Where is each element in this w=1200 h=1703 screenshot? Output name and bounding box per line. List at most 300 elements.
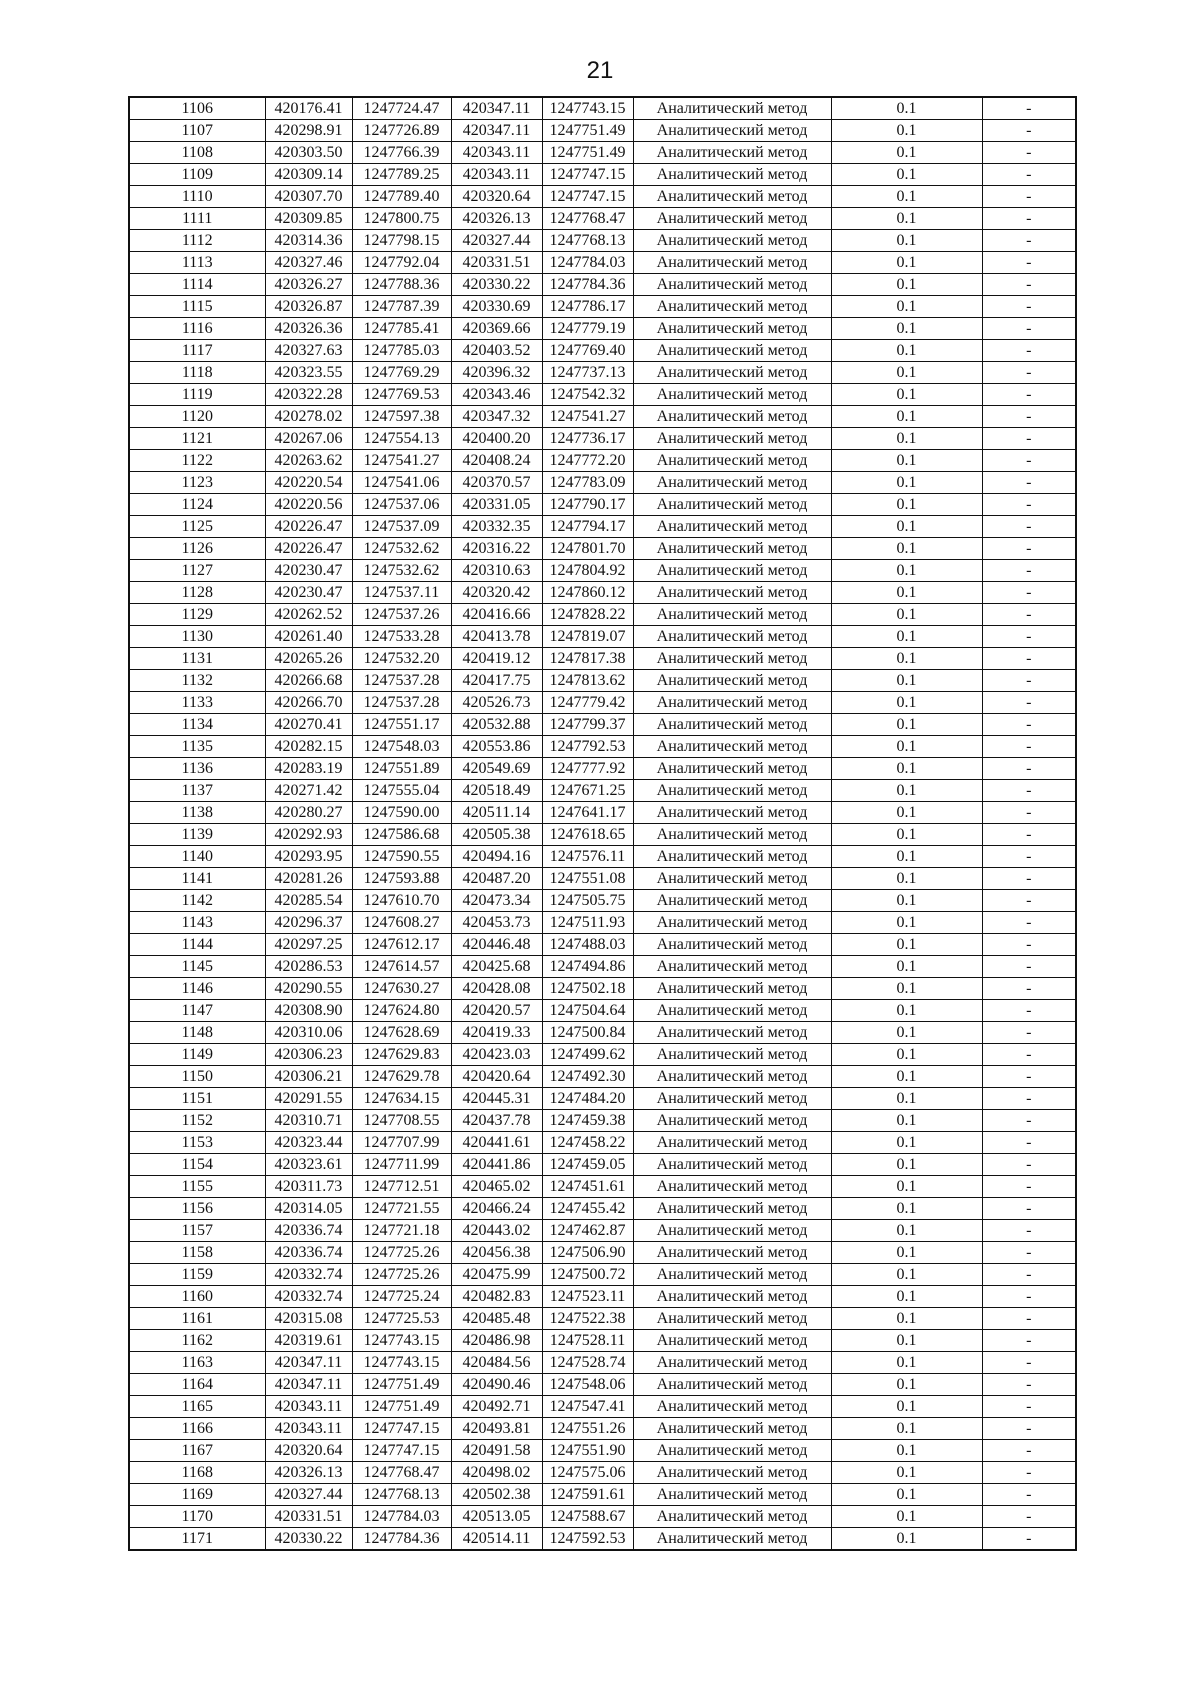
note-cell: - bbox=[982, 758, 1076, 780]
note-cell: - bbox=[982, 1044, 1076, 1066]
note-cell: - bbox=[982, 318, 1076, 340]
x2-cell: 420441.86 bbox=[451, 1154, 542, 1176]
y1-cell: 1247537.11 bbox=[352, 582, 451, 604]
y1-cell: 1247590.55 bbox=[352, 846, 451, 868]
method-cell: Аналитический метод bbox=[633, 164, 831, 186]
table-row bbox=[129, 318, 1076, 340]
table-row bbox=[129, 890, 1076, 912]
method-cell: Аналитический метод bbox=[633, 1110, 831, 1132]
x1-cell: 420319.61 bbox=[265, 1330, 352, 1352]
y1-cell: 1247785.41 bbox=[352, 318, 451, 340]
x1-cell: 420270.41 bbox=[265, 714, 352, 736]
y2-cell: 1247575.06 bbox=[542, 1462, 633, 1484]
accuracy-cell: 0.1 bbox=[831, 1198, 982, 1220]
y1-cell: 1247537.28 bbox=[352, 670, 451, 692]
method-cell: Аналитический метод bbox=[633, 1418, 831, 1440]
accuracy-cell: 0.1 bbox=[831, 1352, 982, 1374]
method-cell: Аналитический метод bbox=[633, 516, 831, 538]
x2-cell: 420347.11 bbox=[451, 97, 542, 120]
x1-cell: 420286.53 bbox=[265, 956, 352, 978]
x2-cell: 420343.46 bbox=[451, 384, 542, 406]
accuracy-cell: 0.1 bbox=[831, 846, 982, 868]
method-cell: Аналитический метод bbox=[633, 956, 831, 978]
y2-cell: 1247459.05 bbox=[542, 1154, 633, 1176]
table-row bbox=[129, 604, 1076, 626]
table-row bbox=[129, 1506, 1076, 1528]
accuracy-cell: 0.1 bbox=[831, 912, 982, 934]
y1-cell: 1247787.39 bbox=[352, 296, 451, 318]
accuracy-cell: 0.1 bbox=[831, 1374, 982, 1396]
x2-cell: 420413.78 bbox=[451, 626, 542, 648]
x1-cell: 420310.06 bbox=[265, 1022, 352, 1044]
table-row bbox=[129, 1000, 1076, 1022]
point-number-cell: 1143 bbox=[129, 912, 265, 934]
y1-cell: 1247747.15 bbox=[352, 1440, 451, 1462]
y1-cell: 1247784.03 bbox=[352, 1506, 451, 1528]
accuracy-cell: 0.1 bbox=[831, 1154, 982, 1176]
table-row bbox=[129, 1308, 1076, 1330]
note-cell: - bbox=[982, 1330, 1076, 1352]
accuracy-cell: 0.1 bbox=[831, 1044, 982, 1066]
y1-cell: 1247541.27 bbox=[352, 450, 451, 472]
x2-cell: 420505.38 bbox=[451, 824, 542, 846]
y2-cell: 1247768.47 bbox=[542, 208, 633, 230]
note-cell: - bbox=[982, 780, 1076, 802]
note-cell: - bbox=[982, 1484, 1076, 1506]
point-number-cell: 1170 bbox=[129, 1506, 265, 1528]
method-cell: Аналитический метод bbox=[633, 428, 831, 450]
accuracy-cell: 0.1 bbox=[831, 736, 982, 758]
table-row bbox=[129, 97, 1076, 120]
y2-cell: 1247772.20 bbox=[542, 450, 633, 472]
y1-cell: 1247532.62 bbox=[352, 560, 451, 582]
x1-cell: 420332.74 bbox=[265, 1264, 352, 1286]
accuracy-cell: 0.1 bbox=[831, 516, 982, 538]
y2-cell: 1247591.61 bbox=[542, 1484, 633, 1506]
y2-cell: 1247588.67 bbox=[542, 1506, 633, 1528]
table-row bbox=[129, 802, 1076, 824]
y1-cell: 1247721.18 bbox=[352, 1220, 451, 1242]
point-number-cell: 1110 bbox=[129, 186, 265, 208]
y2-cell: 1247502.18 bbox=[542, 978, 633, 1000]
y1-cell: 1247769.53 bbox=[352, 384, 451, 406]
y1-cell: 1247533.28 bbox=[352, 626, 451, 648]
y1-cell: 1247593.88 bbox=[352, 868, 451, 890]
x2-cell: 420343.11 bbox=[451, 142, 542, 164]
note-cell: - bbox=[982, 1198, 1076, 1220]
y2-cell: 1247499.62 bbox=[542, 1044, 633, 1066]
accuracy-cell: 0.1 bbox=[831, 274, 982, 296]
note-cell: - bbox=[982, 1000, 1076, 1022]
accuracy-cell: 0.1 bbox=[831, 1242, 982, 1264]
y2-cell: 1247777.92 bbox=[542, 758, 633, 780]
y1-cell: 1247725.24 bbox=[352, 1286, 451, 1308]
table-row bbox=[129, 472, 1076, 494]
x2-cell: 420419.33 bbox=[451, 1022, 542, 1044]
method-cell: Аналитический метод bbox=[633, 670, 831, 692]
note-cell: - bbox=[982, 1154, 1076, 1176]
y1-cell: 1247747.15 bbox=[352, 1418, 451, 1440]
note-cell: - bbox=[982, 186, 1076, 208]
table-row bbox=[129, 934, 1076, 956]
point-number-cell: 1152 bbox=[129, 1110, 265, 1132]
y1-cell: 1247610.70 bbox=[352, 890, 451, 912]
point-number-cell: 1164 bbox=[129, 1374, 265, 1396]
note-cell: - bbox=[982, 626, 1076, 648]
method-cell: Аналитический метод bbox=[633, 362, 831, 384]
x1-cell: 420326.87 bbox=[265, 296, 352, 318]
x1-cell: 420285.54 bbox=[265, 890, 352, 912]
note-cell: - bbox=[982, 692, 1076, 714]
method-cell: Аналитический метод bbox=[633, 824, 831, 846]
accuracy-cell: 0.1 bbox=[831, 1066, 982, 1088]
x1-cell: 420291.55 bbox=[265, 1088, 352, 1110]
table-row bbox=[129, 142, 1076, 164]
y1-cell: 1247768.13 bbox=[352, 1484, 451, 1506]
table-row bbox=[129, 824, 1076, 846]
x2-cell: 420514.11 bbox=[451, 1528, 542, 1551]
x1-cell: 420292.93 bbox=[265, 824, 352, 846]
x1-cell: 420230.47 bbox=[265, 582, 352, 604]
y2-cell: 1247488.03 bbox=[542, 934, 633, 956]
x2-cell: 420493.81 bbox=[451, 1418, 542, 1440]
y1-cell: 1247789.40 bbox=[352, 186, 451, 208]
method-cell: Аналитический метод bbox=[633, 582, 831, 604]
y1-cell: 1247629.78 bbox=[352, 1066, 451, 1088]
point-number-cell: 1153 bbox=[129, 1132, 265, 1154]
point-number-cell: 1128 bbox=[129, 582, 265, 604]
method-cell: Аналитический метод bbox=[633, 252, 831, 274]
y1-cell: 1247629.83 bbox=[352, 1044, 451, 1066]
y1-cell: 1247721.55 bbox=[352, 1198, 451, 1220]
note-cell: - bbox=[982, 1066, 1076, 1088]
method-cell: Аналитический метод bbox=[633, 1176, 831, 1198]
table-row bbox=[129, 296, 1076, 318]
y2-cell: 1247548.06 bbox=[542, 1374, 633, 1396]
table-row bbox=[129, 714, 1076, 736]
method-cell: Аналитический метод bbox=[633, 1198, 831, 1220]
point-number-cell: 1150 bbox=[129, 1066, 265, 1088]
y2-cell: 1247751.49 bbox=[542, 120, 633, 142]
note-cell: - bbox=[982, 472, 1076, 494]
note-cell: - bbox=[982, 428, 1076, 450]
x2-cell: 420445.31 bbox=[451, 1088, 542, 1110]
x2-cell: 420532.88 bbox=[451, 714, 542, 736]
method-cell: Аналитический метод bbox=[633, 1154, 831, 1176]
method-cell: Аналитический метод bbox=[633, 1022, 831, 1044]
point-number-cell: 1133 bbox=[129, 692, 265, 714]
note-cell: - bbox=[982, 1528, 1076, 1551]
y1-cell: 1247597.38 bbox=[352, 406, 451, 428]
method-cell: Аналитический метод bbox=[633, 912, 831, 934]
note-cell: - bbox=[982, 648, 1076, 670]
point-number-cell: 1149 bbox=[129, 1044, 265, 1066]
method-cell: Аналитический метод bbox=[633, 186, 831, 208]
accuracy-cell: 0.1 bbox=[831, 1088, 982, 1110]
y1-cell: 1247708.55 bbox=[352, 1110, 451, 1132]
accuracy-cell: 0.1 bbox=[831, 208, 982, 230]
accuracy-cell: 0.1 bbox=[831, 626, 982, 648]
table-row bbox=[129, 780, 1076, 802]
method-cell: Аналитический метод bbox=[633, 1462, 831, 1484]
method-cell: Аналитический метод bbox=[633, 208, 831, 230]
y1-cell: 1247743.15 bbox=[352, 1330, 451, 1352]
x1-cell: 420283.19 bbox=[265, 758, 352, 780]
method-cell: Аналитический метод bbox=[633, 1286, 831, 1308]
table-row bbox=[129, 626, 1076, 648]
point-number-cell: 1127 bbox=[129, 560, 265, 582]
accuracy-cell: 0.1 bbox=[831, 186, 982, 208]
point-number-cell: 1124 bbox=[129, 494, 265, 516]
point-number-cell: 1165 bbox=[129, 1396, 265, 1418]
method-cell: Аналитический метод bbox=[633, 1220, 831, 1242]
point-number-cell: 1130 bbox=[129, 626, 265, 648]
x1-cell: 420343.11 bbox=[265, 1418, 352, 1440]
note-cell: - bbox=[982, 1088, 1076, 1110]
note-cell: - bbox=[982, 1352, 1076, 1374]
point-number-cell: 1146 bbox=[129, 978, 265, 1000]
point-number-cell: 1117 bbox=[129, 340, 265, 362]
table-row bbox=[129, 230, 1076, 252]
point-number-cell: 1162 bbox=[129, 1330, 265, 1352]
note-cell: - bbox=[982, 670, 1076, 692]
point-number-cell: 1112 bbox=[129, 230, 265, 252]
x1-cell: 420271.42 bbox=[265, 780, 352, 802]
note-cell: - bbox=[982, 516, 1076, 538]
accuracy-cell: 0.1 bbox=[831, 472, 982, 494]
accuracy-cell: 0.1 bbox=[831, 1132, 982, 1154]
y2-cell: 1247783.09 bbox=[542, 472, 633, 494]
x1-cell: 420310.71 bbox=[265, 1110, 352, 1132]
x2-cell: 420484.56 bbox=[451, 1352, 542, 1374]
x1-cell: 420262.52 bbox=[265, 604, 352, 626]
y2-cell: 1247551.08 bbox=[542, 868, 633, 890]
method-cell: Аналитический метод bbox=[633, 934, 831, 956]
x2-cell: 420486.98 bbox=[451, 1330, 542, 1352]
table-row bbox=[129, 692, 1076, 714]
table-row bbox=[129, 1022, 1076, 1044]
table-row bbox=[129, 868, 1076, 890]
accuracy-cell: 0.1 bbox=[831, 648, 982, 670]
y1-cell: 1247788.36 bbox=[352, 274, 451, 296]
y2-cell: 1247506.90 bbox=[542, 1242, 633, 1264]
note-cell: - bbox=[982, 296, 1076, 318]
method-cell: Аналитический метод bbox=[633, 846, 831, 868]
point-number-cell: 1109 bbox=[129, 164, 265, 186]
y2-cell: 1247523.11 bbox=[542, 1286, 633, 1308]
accuracy-cell: 0.1 bbox=[831, 560, 982, 582]
x2-cell: 420403.52 bbox=[451, 340, 542, 362]
x2-cell: 420326.13 bbox=[451, 208, 542, 230]
x1-cell: 420309.85 bbox=[265, 208, 352, 230]
point-number-cell: 1132 bbox=[129, 670, 265, 692]
table-row bbox=[129, 1220, 1076, 1242]
y1-cell: 1247800.75 bbox=[352, 208, 451, 230]
y1-cell: 1247724.47 bbox=[352, 97, 451, 120]
accuracy-cell: 0.1 bbox=[831, 1000, 982, 1022]
y2-cell: 1247747.15 bbox=[542, 164, 633, 186]
table-row bbox=[129, 1242, 1076, 1264]
y1-cell: 1247707.99 bbox=[352, 1132, 451, 1154]
accuracy-cell: 0.1 bbox=[831, 1286, 982, 1308]
x1-cell: 420326.27 bbox=[265, 274, 352, 296]
point-number-cell: 1135 bbox=[129, 736, 265, 758]
point-number-cell: 1106 bbox=[129, 97, 265, 120]
note-cell: - bbox=[982, 978, 1076, 1000]
accuracy-cell: 0.1 bbox=[831, 1110, 982, 1132]
point-number-cell: 1140 bbox=[129, 846, 265, 868]
method-cell: Аналитический метод bbox=[633, 1396, 831, 1418]
x2-cell: 420482.83 bbox=[451, 1286, 542, 1308]
table-row bbox=[129, 428, 1076, 450]
x1-cell: 420176.41 bbox=[265, 97, 352, 120]
y2-cell: 1247751.49 bbox=[542, 142, 633, 164]
y2-cell: 1247576.11 bbox=[542, 846, 633, 868]
method-cell: Аналитический метод bbox=[633, 1506, 831, 1528]
accuracy-cell: 0.1 bbox=[831, 340, 982, 362]
method-cell: Аналитический метод bbox=[633, 1000, 831, 1022]
y1-cell: 1247766.39 bbox=[352, 142, 451, 164]
accuracy-cell: 0.1 bbox=[831, 1462, 982, 1484]
y1-cell: 1247614.57 bbox=[352, 956, 451, 978]
y1-cell: 1247725.53 bbox=[352, 1308, 451, 1330]
table-row bbox=[129, 340, 1076, 362]
y2-cell: 1247484.20 bbox=[542, 1088, 633, 1110]
accuracy-cell: 0.1 bbox=[831, 802, 982, 824]
method-cell: Аналитический метод bbox=[633, 1374, 831, 1396]
x1-cell: 420343.11 bbox=[265, 1396, 352, 1418]
y1-cell: 1247548.03 bbox=[352, 736, 451, 758]
accuracy-cell: 0.1 bbox=[831, 252, 982, 274]
point-number-cell: 1137 bbox=[129, 780, 265, 802]
method-cell: Аналитический метод bbox=[633, 318, 831, 340]
table-row bbox=[129, 450, 1076, 472]
x2-cell: 420408.24 bbox=[451, 450, 542, 472]
x1-cell: 420303.50 bbox=[265, 142, 352, 164]
point-number-cell: 1158 bbox=[129, 1242, 265, 1264]
note-cell: - bbox=[982, 208, 1076, 230]
point-number-cell: 1161 bbox=[129, 1308, 265, 1330]
point-number-cell: 1119 bbox=[129, 384, 265, 406]
y2-cell: 1247592.53 bbox=[542, 1528, 633, 1551]
y2-cell: 1247528.11 bbox=[542, 1330, 633, 1352]
point-number-cell: 1138 bbox=[129, 802, 265, 824]
note-cell: - bbox=[982, 912, 1076, 934]
accuracy-cell: 0.1 bbox=[831, 758, 982, 780]
accuracy-cell: 0.1 bbox=[831, 1264, 982, 1286]
x1-cell: 420297.25 bbox=[265, 934, 352, 956]
y1-cell: 1247628.69 bbox=[352, 1022, 451, 1044]
table-row bbox=[129, 846, 1076, 868]
accuracy-cell: 0.1 bbox=[831, 494, 982, 516]
point-number-cell: 1111 bbox=[129, 208, 265, 230]
point-number-cell: 1169 bbox=[129, 1484, 265, 1506]
x1-cell: 420323.55 bbox=[265, 362, 352, 384]
y2-cell: 1247768.13 bbox=[542, 230, 633, 252]
y2-cell: 1247784.03 bbox=[542, 252, 633, 274]
point-number-cell: 1126 bbox=[129, 538, 265, 560]
point-number-cell: 1159 bbox=[129, 1264, 265, 1286]
table-row bbox=[129, 1330, 1076, 1352]
method-cell: Аналитический метод bbox=[633, 626, 831, 648]
y2-cell: 1247492.30 bbox=[542, 1066, 633, 1088]
accuracy-cell: 0.1 bbox=[831, 1440, 982, 1462]
y2-cell: 1247541.27 bbox=[542, 406, 633, 428]
method-cell: Аналитический метод bbox=[633, 1264, 831, 1286]
y2-cell: 1247551.90 bbox=[542, 1440, 633, 1462]
table-row bbox=[129, 1374, 1076, 1396]
accuracy-cell: 0.1 bbox=[831, 1528, 982, 1551]
table-row bbox=[129, 1132, 1076, 1154]
note-cell: - bbox=[982, 164, 1076, 186]
y1-cell: 1247555.04 bbox=[352, 780, 451, 802]
method-cell: Аналитический метод bbox=[633, 714, 831, 736]
accuracy-cell: 0.1 bbox=[831, 1176, 982, 1198]
y1-cell: 1247792.04 bbox=[352, 252, 451, 274]
y2-cell: 1247522.38 bbox=[542, 1308, 633, 1330]
method-cell: Аналитический метод bbox=[633, 1088, 831, 1110]
y1-cell: 1247608.27 bbox=[352, 912, 451, 934]
point-number-cell: 1160 bbox=[129, 1286, 265, 1308]
accuracy-cell: 0.1 bbox=[831, 1396, 982, 1418]
coordinates-table bbox=[128, 96, 1077, 1551]
method-cell: Аналитический метод bbox=[633, 868, 831, 890]
x1-cell: 420309.14 bbox=[265, 164, 352, 186]
point-number-cell: 1142 bbox=[129, 890, 265, 912]
table-row bbox=[129, 208, 1076, 230]
point-number-cell: 1129 bbox=[129, 604, 265, 626]
method-cell: Аналитический метод bbox=[633, 274, 831, 296]
accuracy-cell: 0.1 bbox=[831, 1484, 982, 1506]
point-number-cell: 1166 bbox=[129, 1418, 265, 1440]
note-cell: - bbox=[982, 1264, 1076, 1286]
y2-cell: 1247828.22 bbox=[542, 604, 633, 626]
x1-cell: 420330.22 bbox=[265, 1528, 352, 1551]
x1-cell: 420336.74 bbox=[265, 1242, 352, 1264]
table-row bbox=[129, 164, 1076, 186]
x1-cell: 420290.55 bbox=[265, 978, 352, 1000]
x1-cell: 420323.61 bbox=[265, 1154, 352, 1176]
x2-cell: 420400.20 bbox=[451, 428, 542, 450]
x1-cell: 420311.73 bbox=[265, 1176, 352, 1198]
note-cell: - bbox=[982, 1506, 1076, 1528]
y1-cell: 1247725.26 bbox=[352, 1264, 451, 1286]
accuracy-cell: 0.1 bbox=[831, 362, 982, 384]
method-cell: Аналитический метод bbox=[633, 230, 831, 252]
x1-cell: 420306.21 bbox=[265, 1066, 352, 1088]
x1-cell: 420267.06 bbox=[265, 428, 352, 450]
method-cell: Аналитический метод bbox=[633, 97, 831, 120]
x2-cell: 420502.38 bbox=[451, 1484, 542, 1506]
point-number-cell: 1131 bbox=[129, 648, 265, 670]
method-cell: Аналитический метод bbox=[633, 120, 831, 142]
note-cell: - bbox=[982, 120, 1076, 142]
accuracy-cell: 0.1 bbox=[831, 142, 982, 164]
y1-cell: 1247537.06 bbox=[352, 494, 451, 516]
x2-cell: 420425.68 bbox=[451, 956, 542, 978]
table-row bbox=[129, 516, 1076, 538]
accuracy-cell: 0.1 bbox=[831, 824, 982, 846]
x2-cell: 420490.46 bbox=[451, 1374, 542, 1396]
y1-cell: 1247586.68 bbox=[352, 824, 451, 846]
table-row bbox=[129, 1440, 1076, 1462]
y1-cell: 1247751.49 bbox=[352, 1374, 451, 1396]
x2-cell: 420465.02 bbox=[451, 1176, 542, 1198]
y2-cell: 1247790.17 bbox=[542, 494, 633, 516]
accuracy-cell: 0.1 bbox=[831, 120, 982, 142]
method-cell: Аналитический метод bbox=[633, 384, 831, 406]
x2-cell: 420331.51 bbox=[451, 252, 542, 274]
